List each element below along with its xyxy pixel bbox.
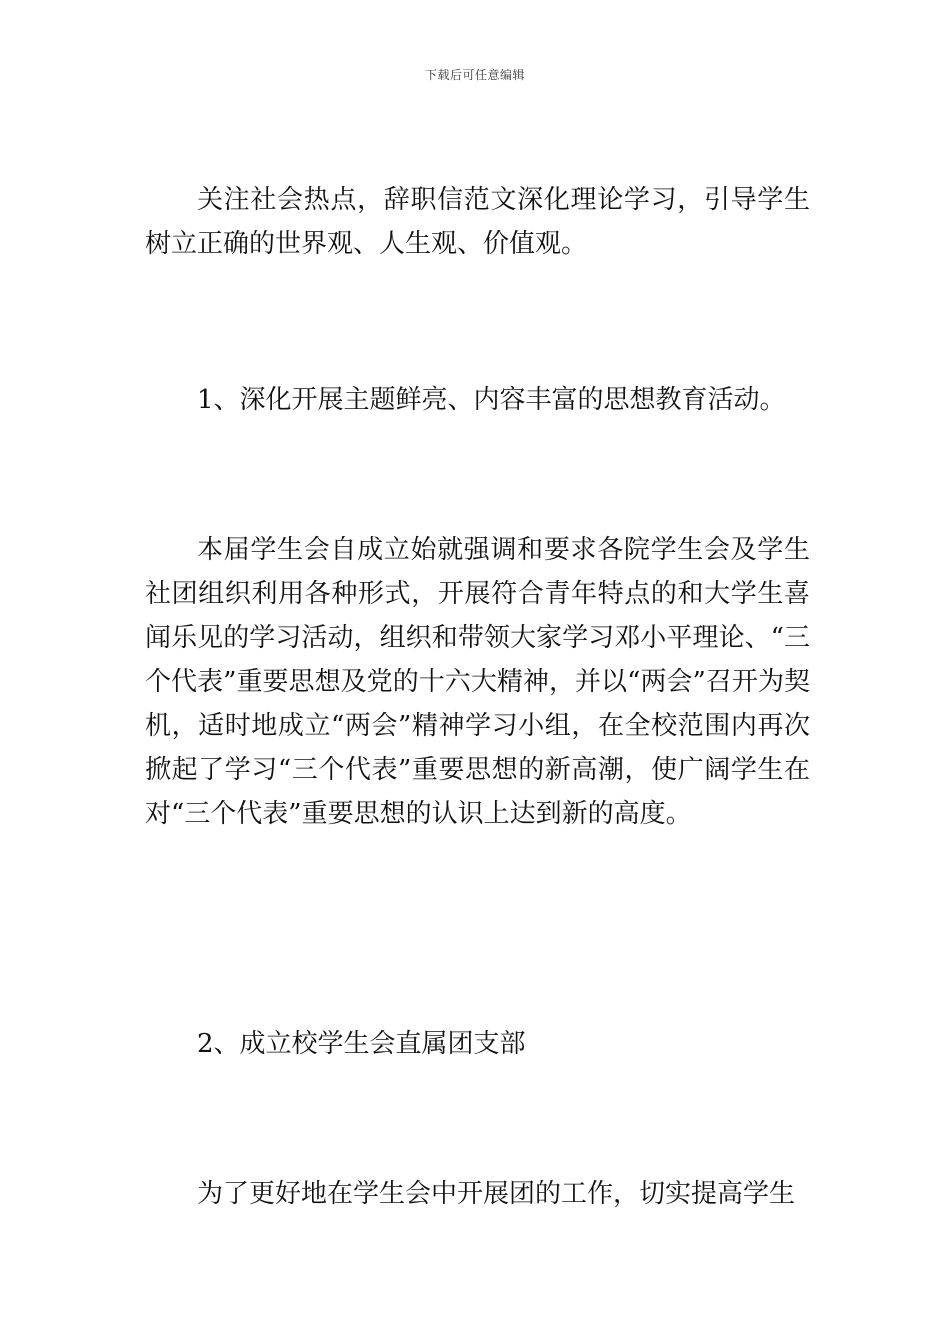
paragraph-student-union-learning: 本届学生会自成立始就强调和要求各院学生会及学生社团组织利用各种形式，开展符合青年特点的和大学生喜闻乐见的学习活动，组织和带领大家学习邓小平理论、“三个代表”重要思想及党的十六大精神，并以“两会”召开为契机，适时地成立“两会”精神学习小组，在全校范围内再次掀起了学习“三个代表”重要思想的新高潮，使广阔学生在对“三个代表”重要思想的认识上达到新的高度。: [145, 535, 810, 829]
heading-item-2: 2、成立校学生会直属团支部: [197, 1029, 526, 1059]
paragraph-social-hotspots: 关注社会热点，辞职信范文深化理论学习，引导学生树立正确的世界观、人生观、价值观。: [145, 185, 810, 259]
page-header: 下载后可任意编辑: [424, 68, 525, 82]
heading-item-1: 1、深化开展主题鲜亮、内容丰富的思想教育活动。: [197, 385, 786, 415]
paragraph-league-work: 为了更好地在学生会中开展团的工作，切实提高学生: [197, 1179, 796, 1209]
